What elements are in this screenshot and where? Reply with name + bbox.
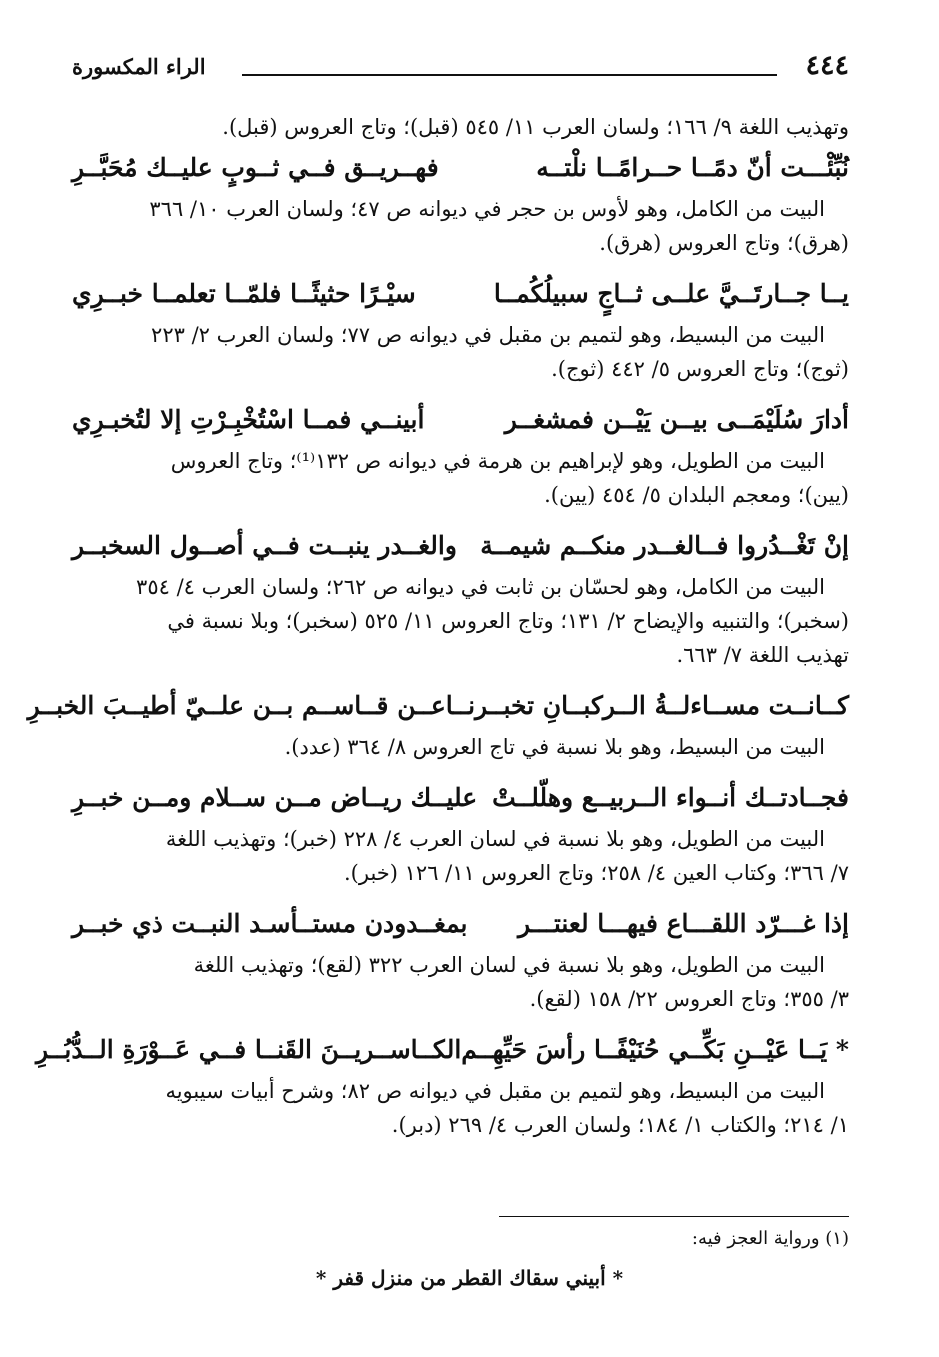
entry [72, 144, 849, 260]
verse-first-hemistich: إنْ تَغْــدُروا فــالغــدر منكــم شيمــة [480, 531, 849, 560]
source-note [72, 1074, 849, 1142]
source-line: البيت من البسيط، وهو لتميم بن مقبل في ديوانه ص ٧٧؛ ولسان العرب ٢/ ٢٢٣ [151, 323, 825, 347]
footnote-rule [499, 1216, 849, 1217]
entry [35, 1026, 849, 1142]
verse-first-hemistich: يــا جــارتَــيَّ علــى ثــاجٍ سبيلُكُمــا [493, 279, 849, 308]
entry [72, 396, 849, 512]
source-note [72, 192, 849, 260]
source-line: البيت من الطويل، وهو لإبراهيم بن هرمة في ديوانه ص ١٣٢⁽¹⁾؛ وتاج العروس [170, 449, 825, 473]
verse-line [72, 774, 849, 822]
verse-second-hemistich: بمغــدودن مستــأسـد النبــت ذي خبــر [72, 909, 468, 938]
verse-second-hemistich: الكــاســريــنَ القَنــا فــي عَــوْرَةِ الــدُّبُــرِ [35, 1035, 462, 1064]
verse-first-hemistich: أدارَ سُلَيْمَــى بيــن يَيْــن فمشغــر [504, 405, 849, 434]
verse-second-hemistich: عليــك ريــاض مــن ســلام ومــن خبــرِ [72, 783, 478, 812]
verse-second-hemistich: فهــريــق فــي ثــوبٍ عليــك مُحَبَّــرِ [72, 153, 439, 182]
entry [27, 682, 849, 764]
source-line: تهذيب اللغة ٧/ ٦٦٣. [676, 643, 849, 667]
verse-second-hemistich: عــن قــاســم بــن علــيّ أطيــبَ الخبــرِ [27, 691, 446, 720]
source-line: البيت من الطويل، وهو بلا نسبة في لسان العرب ٣٢٢ (لقع)؛ وتهذيب اللغة [193, 953, 825, 977]
verse-first-hemistich: إذا غـــرّد اللقـــاع فيهـــا لعنتـــر [518, 909, 849, 938]
verse-first-hemistich: كــانــت مســاءلــةُ الــركبــانِ تخبــرنــا [445, 691, 849, 720]
entry [72, 900, 849, 1016]
verse-second-hemistich: سيْـرًا حثيثًــا فلمّــا تعلمــا خبــرِي [72, 279, 416, 308]
verse-second-hemistich: والغــدر ينبــت فــي أصــول السخبــر [72, 531, 457, 560]
footnote-text: (١) ورواية العجز فيه: [691, 1228, 849, 1249]
source-note [72, 318, 849, 386]
source-note [72, 570, 849, 672]
entry [72, 774, 849, 890]
verse-line [72, 900, 849, 948]
verse-line [72, 522, 849, 570]
verse-first-hemistich: نُبِّئْـــت أنّ دمًــا حــرامًــا نلْتــه [536, 153, 849, 182]
running-head: الراء المكسورة [72, 54, 206, 79]
header-rule [242, 74, 777, 76]
source-note [72, 444, 849, 512]
footnote-verse: * أبيني سقاك القطر من منزل قفر * [315, 1266, 624, 1290]
page-body [27, 110, 849, 1152]
source-line: (سخبر)؛ والتنبيه والإيضاح ٢/ ١٣١؛ وتاج العروس ١١/ ٥٢٥ (سخبر)؛ وبلا نسبة في [167, 609, 849, 633]
verse-second-hemistich: أبينــي فمــا اسْتُخْبِـرْتِ إلا لتُخبـرِي [72, 405, 425, 434]
source-line: (ثوج)؛ وتاج العروس ٥/ ٤٤٢ (ثوج). [551, 357, 849, 381]
source-note [72, 948, 849, 1016]
source-line: البيت من الكامل، وهو لحسّان بن ثابت في ديوانه ص ٢٦٢؛ ولسان العرب ٤/ ٣٥٤ [136, 575, 825, 599]
verse-line [72, 270, 849, 318]
source-line: ١/ ٢١٤؛ والكتاب ١/ ١٨٤؛ ولسان العرب ٤/ ٢٦٩ (دبر). [391, 1113, 849, 1137]
entry [72, 522, 849, 672]
source-line: البيت من الكامل، وهو لأوس بن حجر في ديوانه ص ٤٧؛ ولسان العرب ١٠/ ٣٦٦ [149, 197, 825, 221]
source-line: (هرق)؛ وتاج العروس (هرق). [599, 231, 849, 255]
source-note [72, 822, 849, 890]
verse-line [27, 682, 849, 730]
entry [72, 270, 849, 386]
verse-first-hemistich: * يَــا عَيْــنِ بَكِّــي حُنَيْفًــا رأسَ حَيِّهِــم [461, 1035, 849, 1064]
page-header [72, 50, 849, 86]
source-line: البيت من الطويل، وهو بلا نسبة في لسان العرب ٤/ ٢٢٨ (خبر)؛ وتهذيب اللغة [165, 827, 825, 851]
verse-line [35, 1026, 849, 1074]
source-line: البيت من البسيط، وهو لتميم بن مقبل في ديوانه ص ٨٢؛ وشرح أبيات سيبويه [165, 1079, 825, 1103]
verse-first-hemistich: فجــادتــك أنــواء الــربيــع وهلّلــتْ [492, 783, 849, 812]
verse-line [72, 396, 849, 444]
verse-line [72, 144, 849, 192]
source-line: ٧/ ٣٦٦؛ وكتاب العين ٤/ ٢٥٨؛ وتاج العروس ١١/ ١٢٦ (خبر). [343, 861, 849, 885]
page-number: ٤٤٤ [805, 50, 849, 81]
opening-line: وتهذيب اللغة ٩/ ١٦٦؛ ولسان العرب ١١/ ٥٤٥ (قبل)؛ وتاج العروس (قبل). [222, 115, 849, 139]
source-note [72, 730, 849, 764]
source-line: ٣/ ٣٥٥؛ وتاج العروس ٢٢/ ١٥٨ (لقع). [529, 987, 849, 1011]
source-line: (يين)؛ ومعجم البلدان ٥/ ٤٥٤ (يين). [544, 483, 849, 507]
source-line: البيت من البسيط، وهو بلا نسبة في تاج العروس ٨/ ٣٦٤ (عدد). [284, 735, 825, 759]
